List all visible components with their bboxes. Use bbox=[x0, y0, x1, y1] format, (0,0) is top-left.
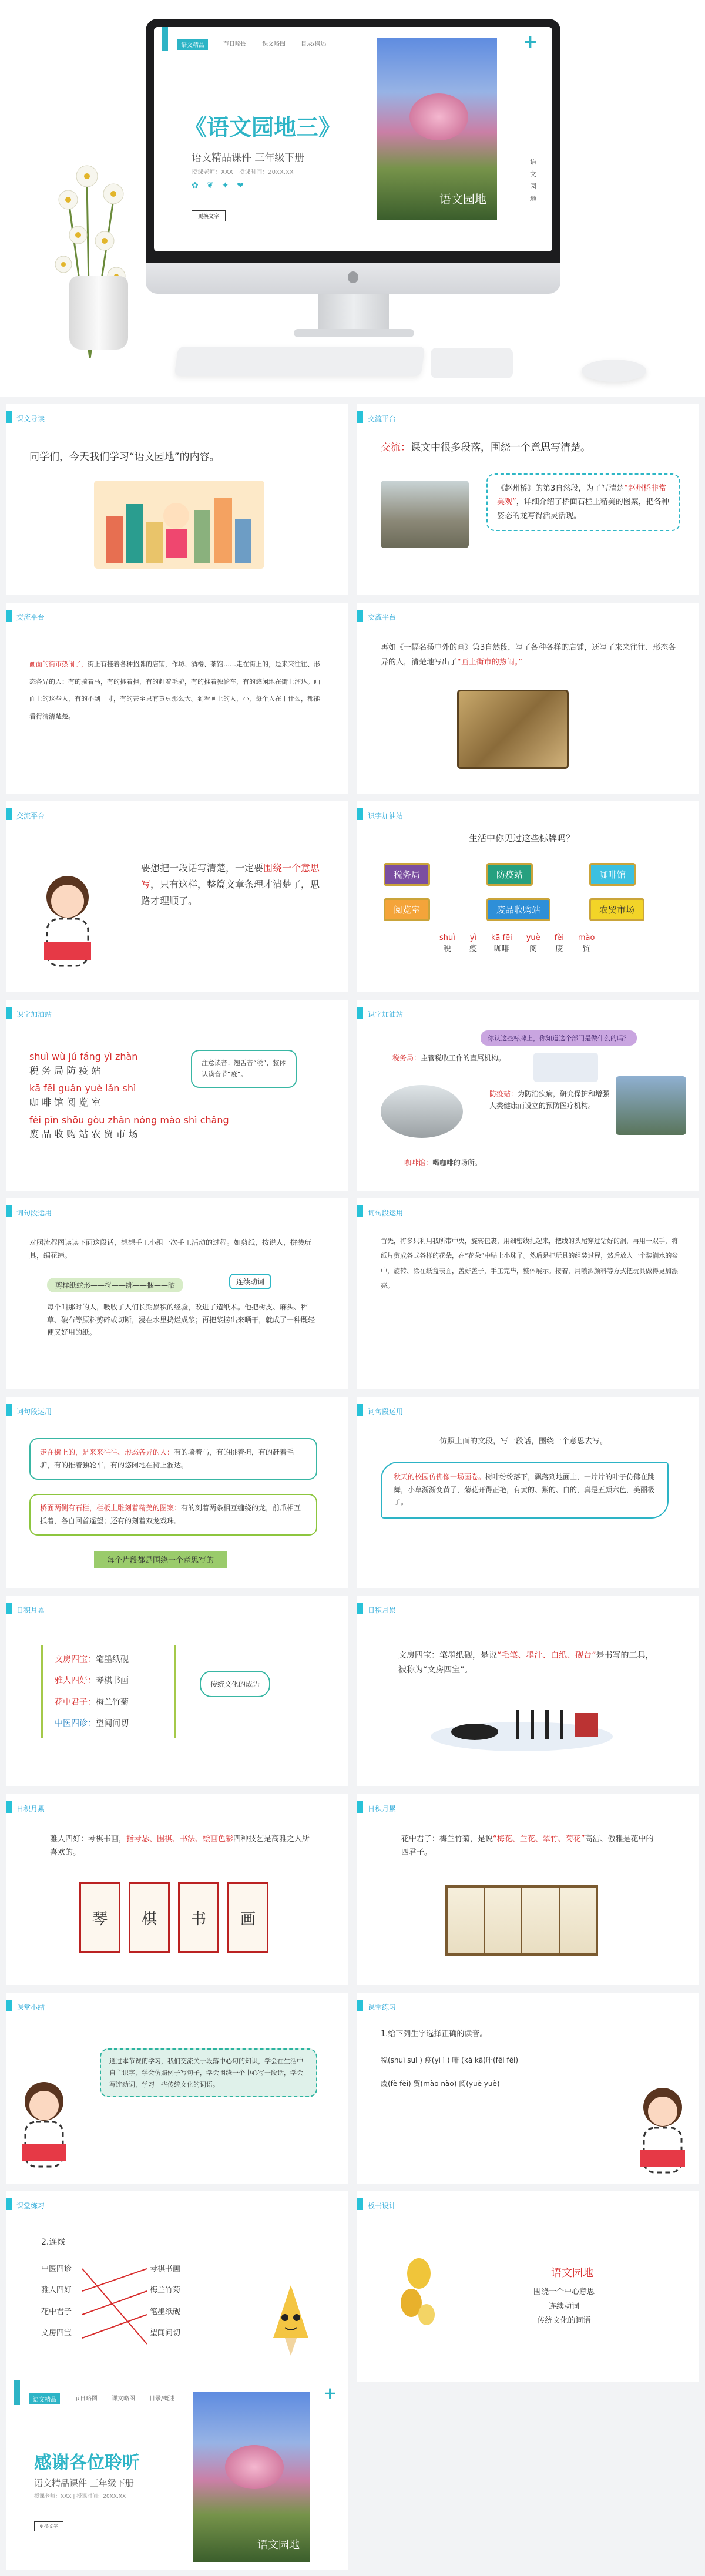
change-text-button[interactable]: 更换文字 bbox=[34, 2521, 63, 2531]
slide-question: 生活中你见过这些标牌吗？ bbox=[469, 833, 575, 844]
nav-item[interactable]: 目录/概述 bbox=[301, 41, 327, 48]
tip-bubble: 注意读音：翘舌音“税”，整体认读音节“疫”。 bbox=[191, 1050, 297, 1088]
side-vertical-text: 语 文 园 地 bbox=[530, 158, 536, 203]
cover-meta: 授课老师：XXX | 授课时间：20XX.XX bbox=[192, 169, 294, 176]
slide-10 bbox=[357, 1198, 699, 1389]
sign-recycle: 废品收购站 bbox=[486, 898, 550, 921]
change-text-button[interactable]: 更换文字 bbox=[192, 210, 226, 221]
writing-box: 秋天的校园仿佛像一场画卷。树叶纷纷落下，飘落到地面上，一片片的叶子仿佛在跳舞，小草渐渐变黄了，菊花开得正艳，有黄的、紫的、白的，真是五颜六色，美丽极了。 bbox=[381, 1462, 669, 1519]
slide-tag: 日积月累 bbox=[368, 1805, 397, 1813]
slide-12 bbox=[357, 1397, 699, 1588]
painting-qin: 琴 bbox=[79, 1882, 120, 1953]
sign-cafe: 咖啡馆 bbox=[589, 863, 636, 886]
slide-8: 识字加油站 你认这些标牌上，你知道这个部门是做什么的吗？ 税务局：主管税收工作的直属机构。 防疫站：为防治疾病，研究保护和增强人类健康而设立的预防医疗机构。 咖啡馆：喝咖啡的场所。 bbox=[357, 1000, 699, 1191]
heart-icon: ❤ bbox=[237, 181, 244, 190]
board-lines: 围绕一个中心意思 连续动词 传统文化的词语 bbox=[533, 2288, 595, 2326]
slide-tag: 交流平台 bbox=[16, 812, 45, 820]
slide-4: 交流平台 再如《一幅名扬中外的画》第3自然段，写了各种各样的店铺，还写了来来往往、形态各异的人，清楚地写出了“画上街市的热闹。” bbox=[357, 603, 699, 794]
plus-icon[interactable]: + bbox=[523, 32, 538, 52]
slide-paragraph: 每个叫那时的人，吸收了人们长期累积的经验，改进了造纸术。他把树皮、麻头、稻草、破布等原料剪碎或切断，浸在水里捣烂成浆；再把浆捞出来晒干，就成了一种既轻便又好用的纸。 bbox=[47, 1303, 315, 1337]
nav-item[interactable]: 节日略图 bbox=[223, 41, 247, 48]
summary-box: 通过本节课的学习，我们交流关于段落中心句的知识，学会在生活中自主识字，学会仿照例子写句子，学会围绕一个中心写一段话，学会写连动词，学习一些传统文化的词语。 bbox=[100, 2048, 317, 2097]
slide-17 bbox=[6, 1993, 348, 2184]
slide-16: 日积月累 花中君子：梅兰竹菊，是说“梅花、兰花、翠竹、菊花”高洁、傲雅是花中的四君子。 bbox=[357, 1794, 699, 1985]
photo-caption: 语文园地 bbox=[439, 192, 486, 206]
girl-illustration bbox=[633, 2081, 692, 2181]
ending-subtitle: 语文精品课件 三年级下册 bbox=[34, 2478, 134, 2488]
slide-text: 仿照上面的文段，写一段话，围绕一个意思去写。 bbox=[439, 1437, 608, 1446]
slide-text: 街上有挂着各种招牌的店铺，作坊、酒楼、茶馆……走在街上的，是来来往往、形态各异的人：有的骑着马，有的挑着担，有的赶着毛驴，有的推着独轮车，有的悠闲地在街上溜达。画面上的这些人，有的不到一寸，有的甚至只有黄豆那么大。到看画上的人，小，每个人在干什么，都能看得清清楚楚。 bbox=[29, 660, 320, 721]
slide-tag: 识字加油站 bbox=[368, 812, 404, 820]
brushes-photo bbox=[428, 1701, 616, 1754]
slide-tag: 词句段运用 bbox=[368, 1408, 404, 1416]
star-icon: ✦ bbox=[221, 181, 229, 190]
slide-tag: 课堂练习 bbox=[16, 2202, 45, 2210]
epidemic-photo bbox=[381, 1085, 463, 1138]
slide-9 bbox=[6, 1198, 348, 1389]
monitor-foot bbox=[294, 329, 414, 337]
ending-title: 感谢各位聆听 bbox=[34, 2453, 140, 2473]
sign-reading: 阅览室 bbox=[384, 898, 430, 921]
slide-18 bbox=[357, 1993, 699, 2184]
social-icons bbox=[192, 181, 244, 190]
slide-tag: 词句段运用 bbox=[16, 1209, 52, 1217]
trackpad bbox=[431, 348, 513, 378]
cafe-photo bbox=[616, 1076, 686, 1135]
exercise-row-2[interactable]: 废(fè fèi) 贸(mào nào) 阅(yuè yuè) bbox=[381, 2080, 500, 2088]
ending-slide bbox=[6, 2380, 348, 2570]
sign-epidemic: 防疫站 bbox=[486, 863, 533, 886]
cover-title: 《语文园地三》 bbox=[184, 115, 341, 140]
example-box-2: 桥面两侧有石栏，栏板上雕刻着精美的图案：有的刻着两条相互缠绕的龙，前爪相互抵着，各自回首遥望；还有的刻着双龙戏珠。 bbox=[29, 1494, 317, 1536]
slide-2 bbox=[357, 404, 699, 595]
painting-hua: 画 bbox=[227, 1882, 268, 1953]
nav-item[interactable]: 目录/概述 bbox=[149, 2396, 175, 2402]
monitor-stand bbox=[318, 294, 389, 330]
slide-7 bbox=[6, 1000, 348, 1191]
arrow-label: 连续动词 bbox=[229, 1274, 271, 1289]
board-title: 语文园地 bbox=[551, 2267, 593, 2279]
exercise-title: 2.连线 bbox=[41, 2238, 66, 2247]
slide-tag: 交流平台 bbox=[368, 613, 397, 622]
monitor bbox=[146, 19, 560, 275]
match-lines bbox=[82, 2262, 147, 2347]
exercise-question: 1.给下列生字选择正确的读音。 bbox=[381, 2030, 488, 2038]
cover-slide bbox=[154, 27, 552, 251]
cover-photo bbox=[377, 38, 497, 220]
slide-11 bbox=[6, 1397, 348, 1588]
slide-text: 对照流程图读读下面这段话，想想手工小组一次手工活动的过程。如剪纸，按说人，拼装玩具，编花绳。 bbox=[29, 1238, 312, 1260]
paintings-row bbox=[79, 1882, 268, 1953]
girl-illustration bbox=[15, 2075, 73, 2175]
four-gentlemen-scroll bbox=[445, 1885, 598, 1956]
question-banner: 你认这些标牌上，你知道这个部门是做什么的吗？ bbox=[481, 1030, 637, 1046]
exercise-row-1[interactable]: 税(shuì suì ) 疫(yì ì ) 啡 (kā kā)啡(fēi fēi) bbox=[381, 2056, 519, 2064]
slide-text: 课文中很多段落，围绕一个意思写清楚。 bbox=[411, 442, 590, 454]
ribbon-note: 每个片段都是围绕一个意思写的 bbox=[94, 1551, 227, 1568]
slide-20 bbox=[357, 2191, 699, 2382]
slide-5: 交流平台 要想把一段话写清楚，一定要围绕一个意思写，只有这样，整篇文章条理才清楚了，思路才理顺了。 bbox=[6, 801, 348, 992]
nav-item[interactable]: 语文精品 bbox=[177, 39, 208, 50]
cover-subtitle: 语文精品课件 三年级下册 bbox=[192, 152, 305, 164]
painting-shu: 书 bbox=[178, 1882, 219, 1953]
nav-item[interactable]: 语文精品 bbox=[29, 2393, 60, 2404]
slide-tag: 课堂练习 bbox=[368, 2003, 397, 2011]
tax-illustration bbox=[533, 1053, 598, 1082]
keyboard bbox=[174, 347, 425, 376]
ending-meta: 授课老师：XXX | 授课时间：20XX.XX bbox=[34, 2494, 126, 2500]
flow-bar: 剪样纸蛇形——捋——绑——捆——晒 bbox=[47, 1278, 183, 1292]
monitor-chin bbox=[146, 263, 560, 294]
slide-tag: 日积月累 bbox=[16, 1606, 45, 1614]
slide-tag: 词句段运用 bbox=[368, 1209, 404, 1217]
books-illustration bbox=[94, 481, 264, 569]
ending-photo bbox=[193, 2392, 310, 2562]
pinyin-row: shuì 税 yì 疫 kā fēi 咖啡 yuè 阅 fèi 废 mào 贸 bbox=[439, 933, 595, 953]
photo-caption: 语文园地 bbox=[257, 2539, 300, 2551]
slide-13 bbox=[6, 1596, 348, 1786]
mouse bbox=[582, 360, 646, 382]
slide-tag: 交流平台 bbox=[16, 613, 45, 622]
match-right: 琴棋书画 梅兰竹菊 笔墨纸砚 望闻问切 bbox=[150, 2265, 181, 2338]
girl-illustration bbox=[35, 869, 100, 975]
slide-15: 日积月累 雅人四好：琴棋书画，指琴瑟、围棋、书法、绘画色彩四种技艺是高雅之人所喜欢的。 琴 棋 书 画 bbox=[6, 1794, 348, 1985]
slide-text: 首先，将多只利用我所带中央，旋转包裹，用细密线扎起来，把线的头尾穿过钻好的洞，再用一双手，将纸片剪成各式各样的花朵，在“花朵”中贴上小珠子。然后是把玩具的组装过程，然后放入一个装满水的盆中，旋转、涂在纸盒表面，盖好盖子，手工完毕，整体展示。接着，用喷洒颜料等方式把玩具做得更加漂亮。 bbox=[381, 1237, 679, 1289]
slide-tag: 日积月累 bbox=[368, 1606, 397, 1614]
slide-tag: 交流平台 bbox=[368, 415, 397, 423]
slide-3 bbox=[6, 603, 348, 794]
slide-tag: 词句段运用 bbox=[16, 1408, 52, 1416]
slide-19 bbox=[6, 2191, 348, 2382]
note-box: 《赵州桥》的第3自然段，为了写清楚“赵州桥非常美观”，详细介绍了桥面石栏上精美的图案，把各种姿态的龙写得活灵活现。 bbox=[486, 473, 680, 531]
painting-qi: 棋 bbox=[129, 1882, 170, 1953]
red-text: 画面的街市热闹了， bbox=[29, 660, 88, 668]
leaves-decoration bbox=[398, 2256, 439, 2326]
slide-6 bbox=[357, 801, 699, 992]
pencil-mascot bbox=[258, 2279, 323, 2367]
pinyin-table: shuì wù jú fáng yì zhàn 税 务 局 防 疫 站 kā fēi guǎn yuè lǎn shì 咖 啡 馆 阅 览 室 fèi pǐn shōu gòu zhàn nóng mào shì chǎng 废 品 收 购 站 农 贸 市 场 bbox=[29, 1051, 229, 1140]
vase bbox=[69, 276, 128, 350]
slide-tag: 板书设计 bbox=[368, 2202, 397, 2210]
hero-mockup bbox=[0, 0, 705, 397]
apple-icon bbox=[348, 271, 358, 283]
slide-tag: 识字加油站 bbox=[368, 1010, 404, 1019]
slide-tag: 识字加油站 bbox=[16, 1010, 52, 1019]
nav-item[interactable]: 课文略图 bbox=[112, 2396, 135, 2402]
slide-tag: 课文导读 bbox=[16, 415, 45, 423]
slide-1 bbox=[6, 404, 348, 595]
wechat-icon: ✿ bbox=[192, 181, 199, 190]
sign-tax: 税务局 bbox=[384, 863, 430, 886]
lead-label: 交流： bbox=[381, 442, 411, 454]
slide-text: 同学们，今天我们学习“语文园地”的内容。 bbox=[29, 451, 220, 463]
slide-14: 日积月累 文房四宝：笔墨纸砚，是说“毛笔、墨汁、白纸、砚台”是书写的工具，被称为“文房四宝”。 bbox=[357, 1596, 699, 1786]
idiom-list: 文房四宝：笔墨纸砚 雅人四好：琴棋书画 花中君子：梅兰竹菊 中医四诊：望闻问切 bbox=[41, 1645, 176, 1738]
match-left: 中医四诊 雅人四好 花中君子 文房四宝 bbox=[41, 2265, 72, 2338]
example-box-1: 走在街上的，是来来往往、形态各异的人：有的骑着马，有的挑着担，有的赶着毛驴，有的推着独轮车，有的悠闲地在街上溜达。 bbox=[29, 1438, 317, 1480]
market-painting bbox=[457, 690, 569, 769]
slide-tag: 课堂小结 bbox=[16, 2003, 45, 2011]
sign-market: 农贸市场 bbox=[589, 898, 644, 921]
bubble-note: 传统文化的成语 bbox=[200, 1671, 270, 1697]
bridge-photo bbox=[381, 481, 469, 548]
plus-icon[interactable]: + bbox=[323, 2383, 337, 2403]
leaf-icon: ❦ bbox=[206, 181, 214, 190]
nav-item[interactable]: 节日略图 bbox=[74, 2396, 98, 2402]
nav-item[interactable]: 课文略图 bbox=[262, 41, 286, 48]
slide-tag: 日积月累 bbox=[16, 1805, 45, 1813]
